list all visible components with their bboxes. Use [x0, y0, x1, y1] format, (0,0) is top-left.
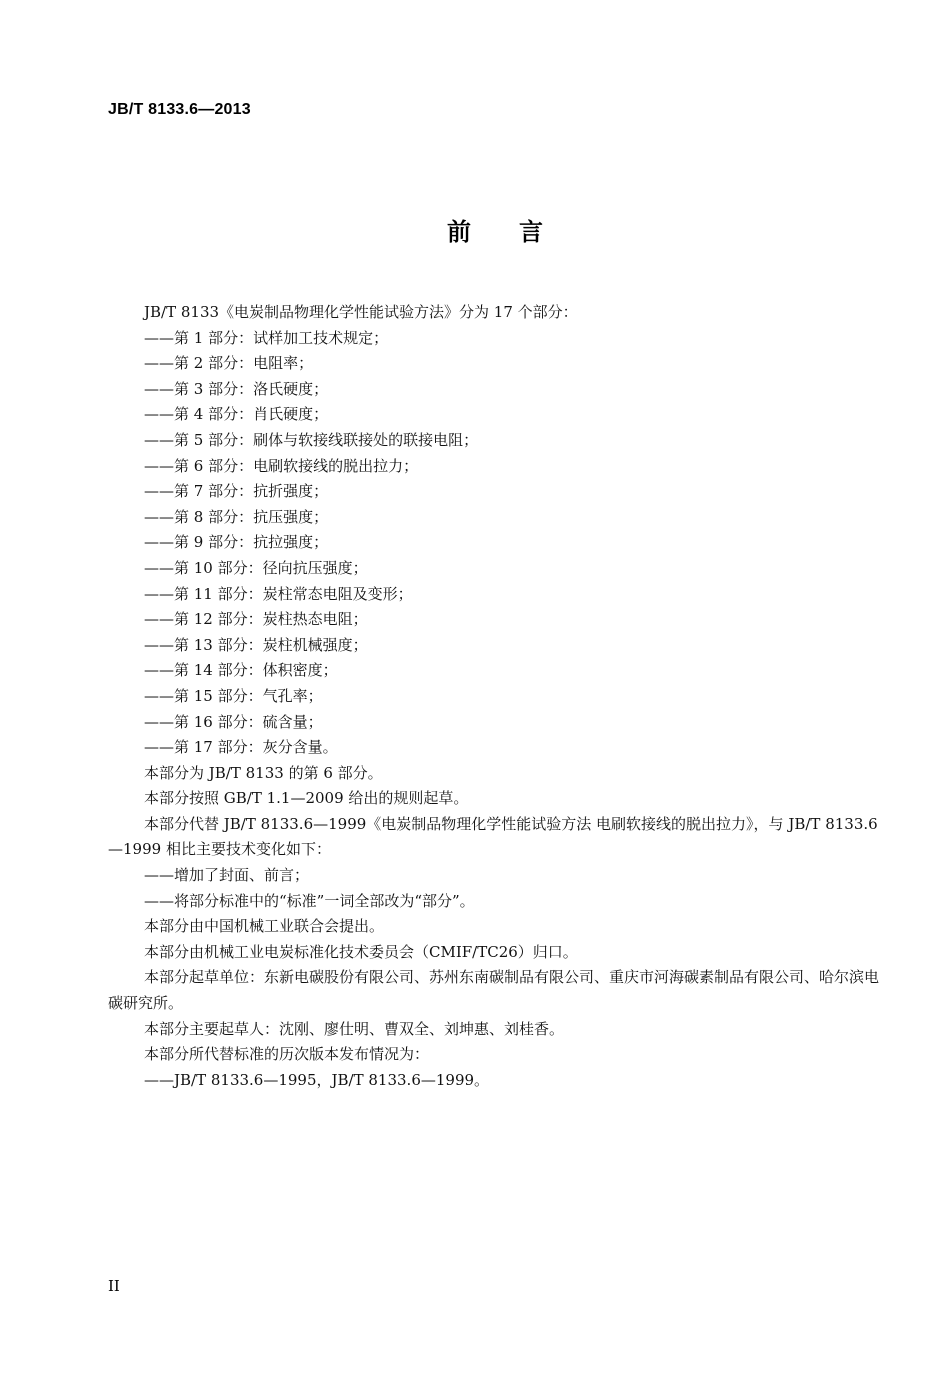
list-item-part-6: ——第 6 部分：电刷软接线的脱出拉力； — [144, 456, 419, 475]
change-item-2: ——将部分标准中的“标准”一词全部改为“部分”。 — [144, 891, 475, 910]
rules-paragraph: 本部分按照 GB/T 1.1—2009 给出的规则起草。 — [144, 789, 469, 808]
list-item-part-12: ——第 12 部分：炭柱热态电阻； — [144, 610, 368, 629]
proposed-paragraph: 本部分由中国机械工业联合会提出。 — [144, 917, 385, 936]
replace-paragraph: 本部分代替 JB/T 8133.6—1999《电炭制品物理化学性能试验方法 电刷软接线的脱出拉力》，与 JB/T 8133.6—1999 相比主要技术变化如下： — [108, 814, 878, 859]
list-item-part-4: ——第 4 部分：肖氏硬度； — [144, 405, 329, 424]
title-char-1: 前 — [447, 218, 471, 246]
foreword-body — [108, 300, 888, 1093]
drafting-units-paragraph: 本部分起草单位：东新电碳股份有限公司、苏州东南碳制品有限公司、重庆市河海碳素制品有限公司、哈尔滨电碳研究所。 — [108, 968, 880, 1013]
list-item-part-8: ——第 8 部分：抗压强度； — [144, 507, 329, 526]
list-item-part-5: ——第 5 部分：刷体与软接线联接处的联接电阻； — [144, 430, 479, 449]
history-paragraph: 本部分所代替标准的历次版本发布情况为： — [144, 1045, 430, 1064]
list-item-part-16: ——第 16 部分：硫含量； — [144, 712, 323, 731]
list-item-part-14: ——第 14 部分：体积密度； — [144, 661, 338, 680]
list-item-part-2: ——第 2 部分：电阻率； — [144, 354, 314, 373]
page-title — [0, 212, 950, 247]
intro-paragraph: JB/T 8133《电炭制品物理化学性能试验方法》分为 17 个部分： — [144, 303, 578, 321]
list-item-part-3: ——第 3 部分：洛氏硬度； — [144, 379, 329, 398]
drafters-paragraph: 本部分主要起草人：沈刚、廖仕明、曹双全、刘坤惠、刘桂香。 — [144, 1019, 565, 1038]
page-number: II — [108, 1277, 120, 1295]
list-item-part-9: ——第 9 部分：抗拉强度； — [144, 533, 329, 552]
list-item-part-17: ——第 17 部分：灰分含量。 — [144, 738, 338, 757]
list-item-part-11: ——第 11 部分：炭柱常态电阻及变形； — [144, 584, 413, 603]
change-item-1: ——增加了封面、前言； — [144, 866, 310, 885]
history-item: ——JB/T 8133.6—1995，JB/T 8133.6—1999。 — [144, 1070, 490, 1089]
title-char-2: 言 — [519, 218, 543, 246]
list-item-part-1: ——第 1 部分：试样加工技术规定； — [144, 328, 389, 347]
centralized-paragraph: 本部分由机械工业电炭标准化技术委员会（CMIF/TC26）归口。 — [144, 942, 578, 961]
list-item-part-10: ——第 10 部分：径向抗压强度； — [144, 558, 368, 577]
standard-number-header: JB/T 8133.6—2013 — [108, 101, 251, 118]
list-item-part-13: ——第 13 部分：炭柱机械强度； — [144, 635, 368, 654]
list-item-part-15: ——第 15 部分：气孔率； — [144, 686, 323, 705]
part-of-paragraph: 本部分为 JB/T 8133 的第 6 部分。 — [144, 763, 383, 782]
list-item-part-7: ——第 7 部分：抗折强度； — [144, 482, 329, 501]
